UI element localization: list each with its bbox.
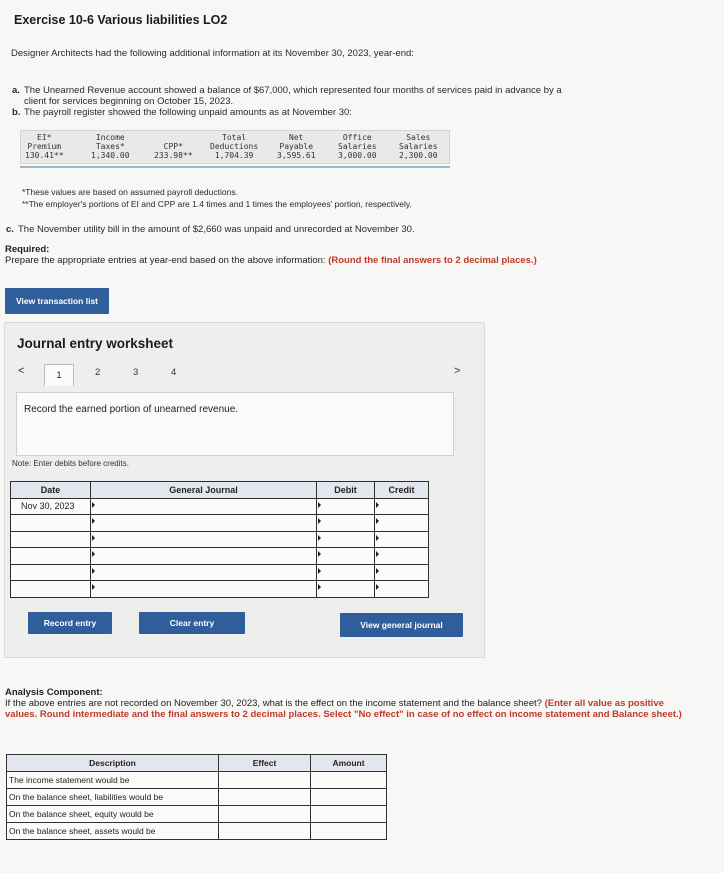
payroll-divider bbox=[20, 166, 450, 168]
date-cell[interactable] bbox=[11, 564, 91, 581]
item-b-text: The payroll register showed the following unpaid amounts as at November 30: bbox=[24, 107, 352, 118]
item-c-label: c. bbox=[6, 224, 14, 235]
col-description-header: Description bbox=[7, 755, 219, 772]
effect-select[interactable] bbox=[219, 789, 311, 806]
dropdown-arrow-icon bbox=[376, 535, 379, 541]
credit-input[interactable] bbox=[375, 531, 429, 548]
worksheet-title: Journal entry worksheet bbox=[17, 336, 174, 351]
analysis-text: If the above entries are not recorded on November 30, 2023, what is the effect on the income statement and the balance sheet? bbox=[5, 698, 542, 709]
dropdown-arrow-icon bbox=[92, 568, 95, 574]
date-cell[interactable] bbox=[11, 548, 91, 565]
dropdown-arrow-icon bbox=[318, 551, 321, 557]
page-title: Exercise 10-6 Various liabilities LO2 bbox=[14, 13, 228, 27]
amount-input[interactable] bbox=[311, 789, 387, 806]
table-row bbox=[11, 531, 429, 548]
dropdown-arrow-icon bbox=[376, 502, 379, 508]
pager-prev-arrow[interactable]: < bbox=[18, 365, 25, 377]
amount-input[interactable] bbox=[311, 823, 387, 840]
credit-input[interactable] bbox=[375, 548, 429, 565]
analysis-table bbox=[6, 754, 387, 840]
debit-input[interactable] bbox=[317, 531, 375, 548]
payroll-col-ei: EI* Premium 130.41** bbox=[25, 133, 64, 160]
effect-select[interactable] bbox=[219, 823, 311, 840]
account-select[interactable] bbox=[91, 564, 317, 581]
clear-entry-button[interactable]: Clear entry bbox=[139, 612, 245, 634]
credit-input[interactable] bbox=[375, 498, 429, 515]
date-cell[interactable] bbox=[11, 515, 91, 532]
analysis-rounding-note: (Enter all value as positive values. Round intermediate and the final answers to 2 decimal places. Select "No effect" in case of no effect on income statement and Balance sheet.) bbox=[5, 698, 682, 720]
dropdown-arrow-icon bbox=[92, 518, 95, 524]
account-select[interactable] bbox=[91, 498, 317, 515]
date-cell[interactable]: Nov 30, 2023 bbox=[11, 498, 91, 515]
amount-input[interactable] bbox=[311, 772, 387, 789]
col-debit-header: Debit bbox=[317, 482, 375, 499]
view-transaction-list-button[interactable]: View transaction list bbox=[5, 288, 109, 314]
item-c-text: The November utility bill in the amount of $2,660 was unpaid and unrecorded at November 30. bbox=[18, 224, 415, 235]
date-cell[interactable] bbox=[11, 531, 91, 548]
item-a-label: a. bbox=[12, 85, 20, 96]
effect-select[interactable] bbox=[219, 806, 311, 823]
table-row bbox=[11, 498, 429, 515]
dropdown-arrow-icon bbox=[318, 568, 321, 574]
table-row bbox=[11, 515, 429, 532]
payroll-register bbox=[20, 130, 450, 164]
col-journal-header: General Journal bbox=[91, 482, 317, 499]
analysis-section bbox=[5, 687, 685, 720]
dropdown-arrow-icon bbox=[318, 518, 321, 524]
description-cell: On the balance sheet, assets would be bbox=[7, 823, 219, 840]
pager-page-4[interactable]: 4 bbox=[171, 367, 177, 378]
pager-page-3[interactable]: 3 bbox=[133, 367, 139, 378]
item-b-label: b. bbox=[12, 107, 21, 118]
col-date-header: Date bbox=[11, 482, 91, 499]
credit-input[interactable] bbox=[375, 581, 429, 598]
table-row bbox=[7, 789, 387, 806]
payroll-col-total-deductions: Total Deductions 1,704.39 bbox=[210, 133, 259, 160]
col-amount-header: Amount bbox=[311, 755, 387, 772]
account-select[interactable] bbox=[91, 548, 317, 565]
footnote-1: *These values are based on assumed payroll deductions. bbox=[22, 187, 238, 197]
date-cell[interactable] bbox=[11, 581, 91, 598]
account-select[interactable] bbox=[91, 581, 317, 598]
dropdown-arrow-icon bbox=[376, 518, 379, 524]
pager-page-2[interactable]: 2 bbox=[95, 367, 101, 378]
required-text: Prepare the appropriate entries at year-end based on the above information: bbox=[5, 255, 326, 266]
payroll-col-income-taxes: Income Taxes* 1,340.00 bbox=[91, 133, 130, 160]
journal-header-row bbox=[11, 482, 429, 499]
debit-input[interactable] bbox=[317, 515, 375, 532]
pager-page-1[interactable]: 1 bbox=[44, 364, 74, 386]
credit-input[interactable] bbox=[375, 564, 429, 581]
amount-input[interactable] bbox=[311, 806, 387, 823]
prompt-box bbox=[16, 392, 454, 456]
record-entry-button[interactable]: Record entry bbox=[28, 612, 112, 634]
description-cell: The income statement would be bbox=[7, 772, 219, 789]
table-row bbox=[11, 564, 429, 581]
dropdown-arrow-icon bbox=[318, 584, 321, 590]
description-cell: On the balance sheet, equity would be bbox=[7, 806, 219, 823]
dropdown-arrow-icon bbox=[376, 551, 379, 557]
analysis-label: Analysis Component: bbox=[5, 687, 103, 698]
table-row bbox=[7, 806, 387, 823]
worksheet-pager bbox=[14, 364, 484, 386]
payroll-col-sales-salaries: Sales Salaries 2,300.00 bbox=[399, 133, 438, 160]
dropdown-arrow-icon bbox=[376, 584, 379, 590]
dropdown-arrow-icon bbox=[92, 502, 95, 508]
required-rounding-note: (Round the final answers to 2 decimal places.) bbox=[328, 255, 537, 266]
col-credit-header: Credit bbox=[375, 482, 429, 499]
dropdown-arrow-icon bbox=[318, 535, 321, 541]
account-select[interactable] bbox=[91, 531, 317, 548]
item-a-text-cont: client for services beginning on October 15, 2023. bbox=[24, 96, 234, 107]
table-row bbox=[7, 772, 387, 789]
debit-input[interactable] bbox=[317, 498, 375, 515]
debit-input[interactable] bbox=[317, 564, 375, 581]
required-section bbox=[5, 244, 537, 266]
debit-input[interactable] bbox=[317, 548, 375, 565]
analysis-header-row bbox=[7, 755, 387, 772]
table-row bbox=[7, 823, 387, 840]
debit-input[interactable] bbox=[317, 581, 375, 598]
dropdown-arrow-icon bbox=[92, 584, 95, 590]
debit-credit-hint: Note: Enter debits before credits. bbox=[12, 459, 129, 468]
description-cell: On the balance sheet, liabilities would be bbox=[7, 789, 219, 806]
payroll-col-cpp: CPP* 233.98** bbox=[154, 142, 193, 160]
pager-next-arrow[interactable]: > bbox=[454, 365, 461, 377]
dropdown-arrow-icon bbox=[92, 551, 95, 557]
table-row bbox=[11, 548, 429, 565]
payroll-col-net-payable: Net Payable 3,595.61 bbox=[277, 133, 316, 160]
credit-input[interactable] bbox=[375, 515, 429, 532]
account-select[interactable] bbox=[91, 515, 317, 532]
dropdown-arrow-icon bbox=[376, 568, 379, 574]
analysis-instruction bbox=[5, 698, 685, 720]
intro-text: Designer Architects had the following additional information at its November 30, 2023, year-end: bbox=[11, 48, 414, 59]
table-row bbox=[11, 581, 429, 598]
view-general-journal-button[interactable]: View general journal bbox=[340, 613, 463, 637]
journal-table bbox=[10, 481, 429, 598]
required-instruction bbox=[5, 255, 537, 266]
payroll-col-office-salaries: Office Salaries 3,000.00 bbox=[338, 133, 377, 160]
item-a-text: The Unearned Revenue account showed a balance of $67,000, which represented four months of services paid in advance by a bbox=[24, 85, 562, 96]
required-label: Required: bbox=[5, 244, 50, 255]
footnote-2: **The employer's portions of EI and CPP are 1.4 times and 1 times the employees' portion, respectively. bbox=[22, 199, 412, 209]
col-effect-header: Effect bbox=[219, 755, 311, 772]
effect-select[interactable] bbox=[219, 772, 311, 789]
dropdown-arrow-icon bbox=[92, 535, 95, 541]
dropdown-arrow-icon bbox=[318, 502, 321, 508]
worksheet-prompt: Record the earned portion of unearned revenue. bbox=[24, 404, 239, 415]
